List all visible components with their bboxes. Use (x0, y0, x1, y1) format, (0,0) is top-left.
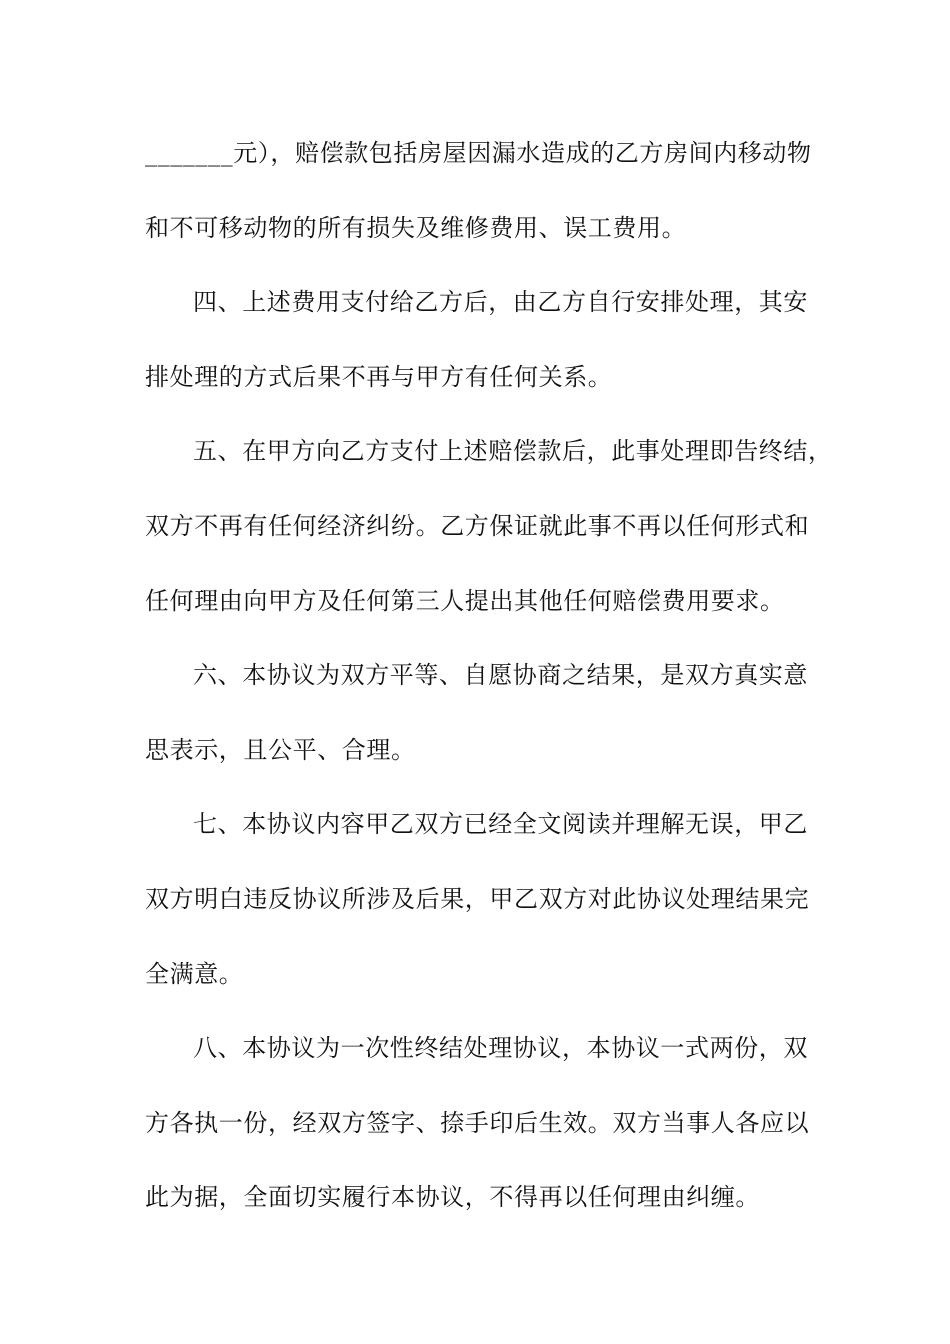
clause-8-start: 八、本协议为一次性终结处理协议，本协议一式两份，双 (193, 1034, 808, 1063)
text-line: 全满意。 (145, 959, 244, 988)
text-line: 双方明白违反协议所涉及后果，甲乙双方对此协议处理结果完 (145, 884, 810, 913)
clause-6-start: 六、本协议为双方平等、自愿协商之结果，是双方真实意 (193, 661, 808, 690)
text-line: 此为据，全面切实履行本协议，不得再以任何理由纠缠。 (145, 1183, 760, 1212)
text-line: 思表示，且公平、合理。 (145, 735, 416, 764)
text-line: 方各执一份，经双方签字、捺手印后生效。双方当事人各应以 (145, 1108, 810, 1137)
text-line: 任何理由向甲方及任何第三人提出其他任何赔偿费用要求。 (145, 586, 785, 615)
clause-7-start: 七、本协议内容甲乙双方已经全文阅读并理解无误，甲乙 (193, 810, 808, 839)
text-line: 双方不再有任何经济纠纷。乙方保证就此事不再以任何形式和 (145, 511, 810, 540)
text-line: 排处理的方式后果不再与甲方有任何关系。 (145, 362, 613, 391)
clause-4-start: 四、上述费用支付给乙方后，由乙方自行安排处理，其安 (193, 288, 808, 317)
clause-5-start: 五、在甲方向乙方支付上述赔偿款后，此事处理即告终结， (193, 437, 833, 466)
text-line: _______元），赔偿款包括房屋因漏水造成的乙方房间内移动物 (145, 139, 812, 167)
agreement-text (145, 130, 833, 1249)
text-line: 和不可移动物的所有损失及维修费用、误工费用。 (145, 213, 687, 242)
